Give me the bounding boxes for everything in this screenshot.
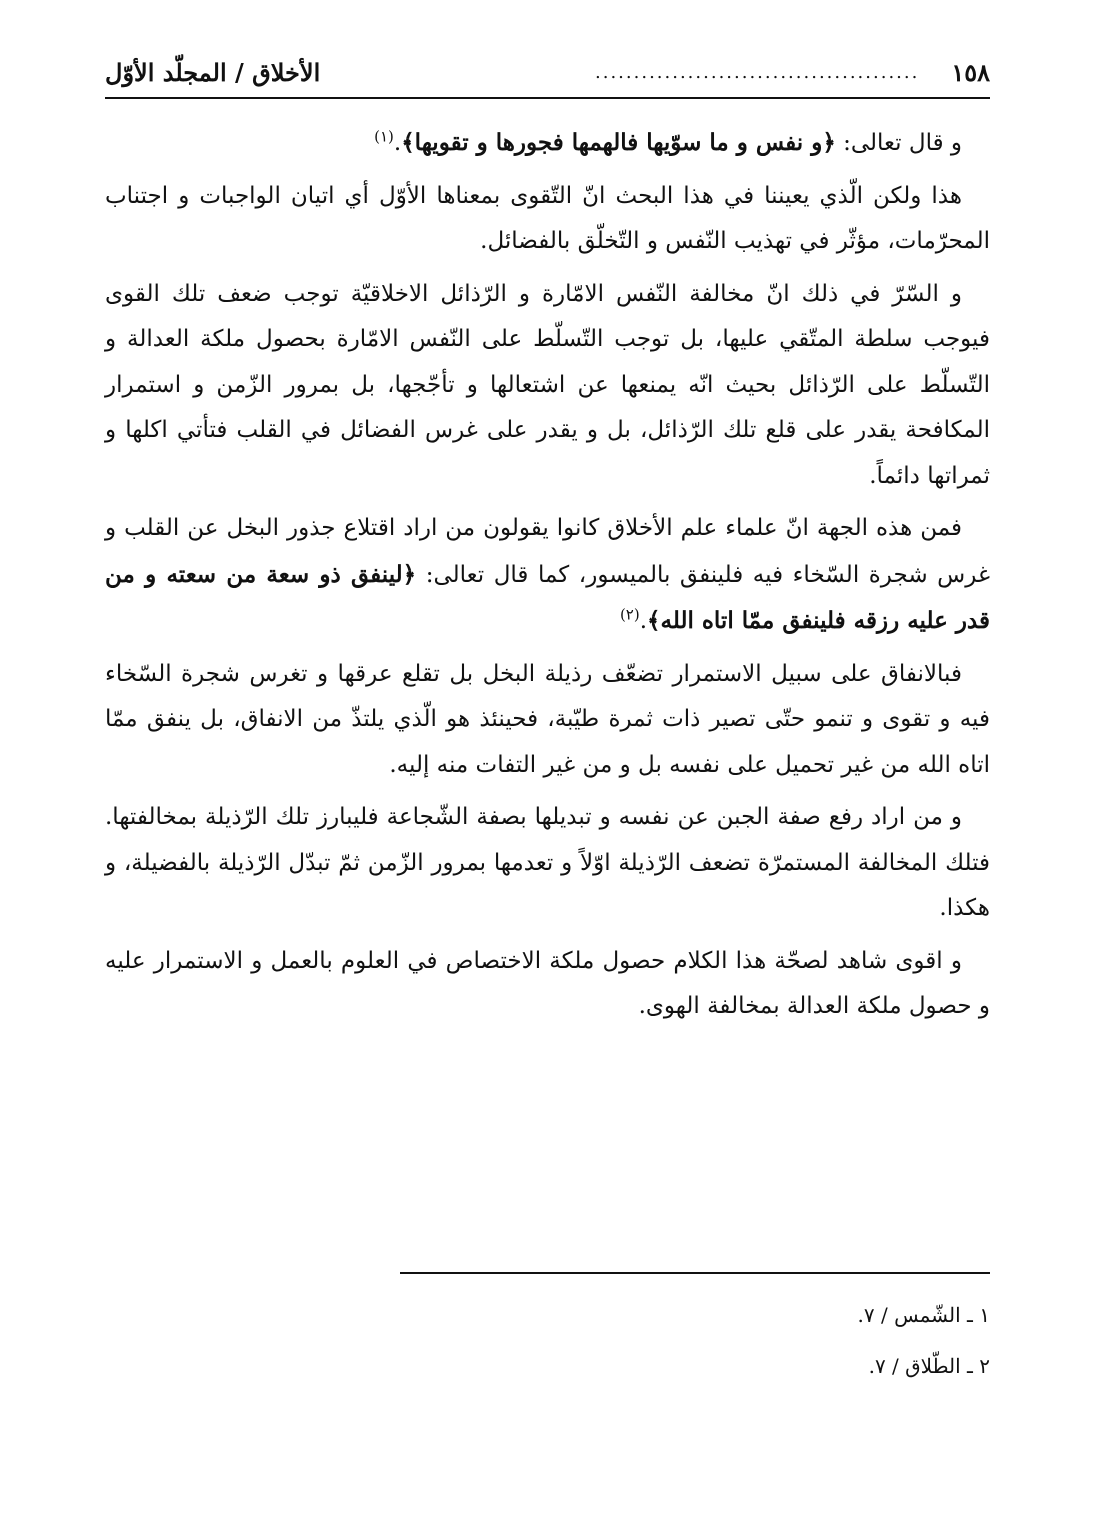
paragraph-5: فبالانفاق على سبيل الاستمرار تضعّف رذيلة البخل بل تقلع عرقها و تغرس شجرة السّخاء فيه و تقوى و تنمو حتّى تصير ذات ثمرة طيّبة، فحينئذ هو الّذي يلتذّ من الانفاق، بل ينفق ممّا اتاه الله من غير تحميل على نفسه بل و من غير التفات منه إليه. [105, 660, 990, 778]
footnote-ref-2: (٢) [619, 605, 640, 624]
footnote-separator [400, 1272, 990, 1274]
main-text [105, 120, 990, 1037]
paragraph-3: و السّرّ في ذلك انّ مخالفة النّفس الامّارة و الرّذائل الاخلاقيّة توجب ضعف تلك القوى فيوجب سلطة المتّقي عليها، بل توجب التّسلّط على النّفس الامّارة بحصول ملكة العدالة و التّسلّط على الرّذائل بحيث انّه يمنعها عن اشتعالها و تأجّجها، بل بمرور الزّمن و استمرار المكافحة يقدر على قلع تلك الرّذائل، بل و يقدر على غرس الفضائل في القلب فتأتي اكلها و ثمراتها دائماً. [105, 280, 990, 489]
paragraph-7: و اقوى شاهد لصحّة هذا الكلام حصول ملكة الاختصاص في العلوم بالعمل و الاستمرار عليه و حصول ملكة العدالة بمخالفة الهوى. [105, 947, 990, 1019]
footnotes [105, 1300, 990, 1402]
footnote-1: ١ ـ الشّمس / ٧. [857, 1303, 990, 1327]
page-number: ١٥٨ [951, 57, 990, 87]
footnote-ref-1: (١) [374, 127, 394, 146]
footnote-2: ٢ ـ الطّلاق / ٧. [868, 1354, 990, 1378]
quran-verse: ﴿و نفس و ما سوّيها فالهمها فجورها و تقويها﴾ [401, 129, 836, 156]
quran-verse: ﴿لينفق ذو سعة من سعته و من قدر عليه رزقه فلينفق ممّا اتاه الله﴾ [105, 560, 990, 634]
verse-end: . [393, 130, 402, 156]
verse-end: . [639, 608, 648, 634]
paragraph-6: و من اراد رفع صفة الجبن عن نفسه و تبديلها بصفة الشّجاعة فليبارز تلك الرّذيلة بمخالفتها. فتلك المخالفة المستمرّة تضعف الرّذيلة اوّلاً و تعدمها بمرور الزّمن ثمّ تبدّل الرّذيلة بالفضيلة، و هكذا. [105, 804, 990, 921]
paragraph-2: هذا ولكن الّذي يعيننا في هذا البحث انّ التّقوى بمعناها الأوّل أي اتيان الواجبات و اجتناب المحرّمات، مؤثّر في تهذيب النّفس و التّخلّق بالفضائل. [105, 182, 990, 254]
paragraph-1 [105, 120, 990, 167]
verse-intro: و قال تعالى: [835, 130, 962, 156]
running-header [105, 50, 990, 94]
header-leader-dots: .......................................... [595, 61, 920, 83]
paragraph-4 [105, 506, 990, 645]
header-rule [105, 97, 990, 99]
running-title: الأخلاق / المجلّد الأوّل [105, 57, 321, 87]
paragraph-4-text: فمن هذه الجهة انّ علماء علم الأخلاق كانوا يقولون من اراد اقتلاع جذور البخل عن القلب و غرس شجرة السّخاء فيه فلينفق بالميسور، كما قال تعالى: [105, 515, 990, 588]
